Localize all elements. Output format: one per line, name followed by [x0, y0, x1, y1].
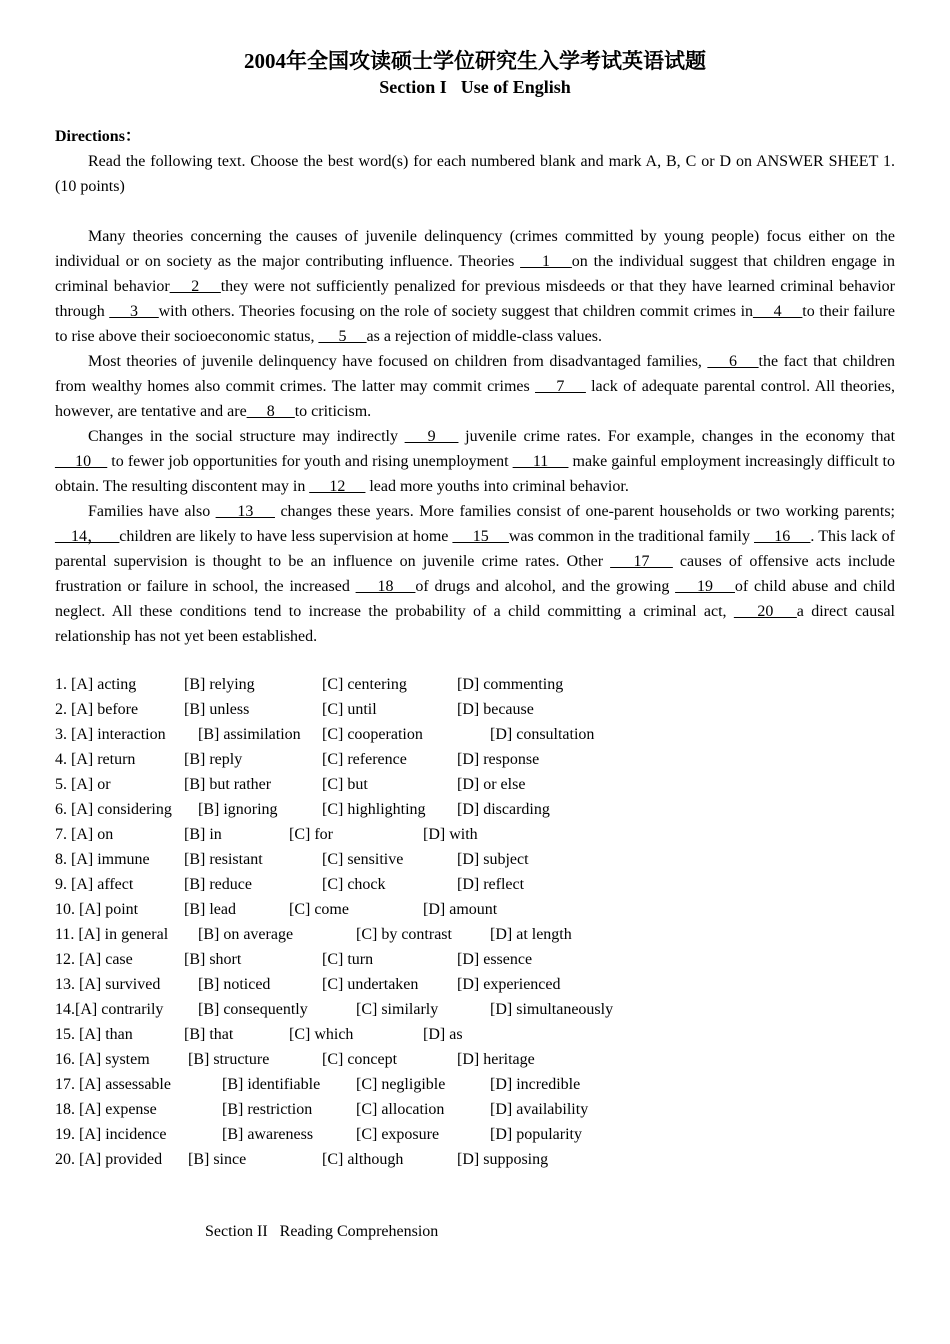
section-name: Use of English	[460, 77, 571, 97]
option-choice: [B] reply	[184, 751, 243, 768]
option-choice: [D] because	[457, 701, 534, 718]
cloze-blank: __ 12 __	[309, 478, 366, 495]
option-choice: 19. [A] incidence	[55, 1126, 167, 1143]
option-choice: [B] awareness	[222, 1126, 314, 1143]
option-row	[55, 1097, 695, 1122]
option-choice: [B] reduce	[184, 876, 252, 893]
option-choice: [D] consultation	[490, 726, 595, 743]
passage-text: to criticism.	[294, 403, 372, 420]
answer-options-list	[55, 672, 695, 1172]
option-choice: [D] with	[423, 826, 478, 843]
option-choice: [B] short	[184, 951, 242, 968]
cloze-passage	[55, 224, 895, 649]
option-choice: [C] although	[322, 1151, 404, 1168]
option-choice: [B] in	[184, 826, 222, 843]
option-choice: [B] relying	[184, 676, 255, 693]
cloze-blank: __ 8 __	[246, 403, 295, 420]
option-choice: [D] supposing	[457, 1151, 549, 1168]
option-row	[55, 697, 695, 722]
option-choice: [D] subject	[457, 851, 529, 868]
passage-text: as a rejection of middle-class values.	[366, 328, 602, 345]
option-choice: 3. [A] interaction	[55, 726, 166, 743]
option-choice: 14.[A] contrarily	[55, 1001, 164, 1018]
option-choice: [B] assimilation	[198, 726, 301, 743]
option-choice: [D] or else	[457, 776, 526, 793]
directions-text: Read the following text. Choose the best word(s) for each numbered blank and mark A, B, C or D on ANSWER SHEET 1. (10 points)	[55, 153, 895, 195]
option-choice: [B] structure	[188, 1051, 270, 1068]
cloze-blank: __ 19 __	[675, 578, 735, 595]
option-choice: [C] but	[322, 776, 368, 793]
option-choice: 11. [A] in general	[55, 926, 169, 943]
section-two-heading	[205, 1219, 438, 1244]
option-choice: [D] amount	[423, 901, 498, 918]
option-row	[55, 847, 695, 872]
passage-text: the fact that children from wealthy homes also commit crimes. The latter may commit crimes	[55, 353, 896, 395]
option-choice: [C] which	[289, 1026, 354, 1043]
passage-text: changes these years. More families consist of one-parent households or two working parents;	[274, 503, 896, 520]
option-row	[55, 922, 695, 947]
option-choice: [C] come	[289, 901, 349, 918]
option-choice: [B] ignoring	[198, 801, 278, 818]
section-number: Section I	[379, 77, 447, 97]
option-choice: 2. [A] before	[55, 701, 139, 718]
option-row	[55, 722, 695, 747]
cloze-blank: __ 1 __	[520, 253, 572, 270]
passage-text: juvenile crime rates. For example, changes in the economy that	[458, 428, 896, 445]
cloze-blank: __ 5 __	[318, 328, 367, 345]
option-choice: [D] as	[423, 1026, 463, 1043]
option-choice: [C] allocation	[356, 1101, 445, 1118]
option-choice: [B] identifiable	[222, 1076, 321, 1093]
cloze-blank: __ 10__	[55, 453, 108, 470]
option-choice: [C] reference	[322, 751, 407, 768]
option-choice: 12. [A] case	[55, 951, 133, 968]
passage-text: was common in the traditional family	[508, 528, 755, 545]
option-row	[55, 947, 695, 972]
option-row	[55, 972, 695, 997]
option-row	[55, 1072, 695, 1097]
option-choice: [C] until	[322, 701, 377, 718]
option-choice: 17. [A] assessable	[55, 1076, 171, 1093]
option-row	[55, 997, 695, 1022]
directions-label: Directions：	[55, 128, 141, 145]
cloze-blank: __ 17 __	[610, 553, 673, 570]
option-choice: [C] undertaken	[322, 976, 419, 993]
option-choice: [C] turn	[322, 951, 374, 968]
option-choice: 20. [A] provided	[55, 1151, 163, 1168]
option-choice: 7. [A] on	[55, 826, 114, 843]
cloze-blank: __ 13 __	[215, 503, 275, 520]
passage-paragraph	[55, 349, 895, 424]
option-choice: 10. [A] point	[55, 901, 139, 918]
option-choice: [B] that	[184, 1026, 234, 1043]
passage-text: to their failure to rise above their socioeconomic status,	[55, 303, 896, 345]
option-row	[55, 797, 695, 822]
option-choice: [C] chock	[322, 876, 386, 893]
option-choice: [C] exposure	[356, 1126, 440, 1143]
option-choice: [C] sensitive	[322, 851, 404, 868]
directions-text-block	[55, 149, 895, 199]
passage-text: lead more youths into criminal behavior.	[365, 478, 629, 495]
cloze-blank: __14，__	[55, 528, 120, 545]
cloze-blank: __ 9 __	[404, 428, 459, 445]
option-choice: [D] commenting	[457, 676, 564, 693]
option-choice: 18. [A] expense	[55, 1101, 157, 1118]
option-choice: [B] but rather	[184, 776, 272, 793]
cloze-blank: __ 20 __	[733, 603, 797, 620]
option-choice: [C] negligible	[356, 1076, 446, 1093]
passage-paragraph	[55, 224, 895, 349]
option-choice: 5. [A] or	[55, 776, 111, 793]
passage-text: Many theories concerning the causes of juvenile delinquency (crimes committed by young people) focus either on the individual or on society as the major contributing influence. Theories	[55, 228, 895, 270]
option-choice: [D] simultaneously	[490, 1001, 614, 1018]
option-choice: [C] by contrast	[356, 926, 452, 943]
section-two-name: Reading Comprehension	[279, 1223, 439, 1240]
option-row	[55, 822, 695, 847]
passage-text: they were not sufficiently penalized for previous misdeeds or that they have learned criminal behavior through	[55, 278, 896, 320]
cloze-blank: __ 11 __	[512, 453, 569, 470]
option-choice: 15. [A] than	[55, 1026, 133, 1043]
option-choice: 13. [A] survived	[55, 976, 161, 993]
passage-text: to fewer job opportunities for youth and rising unemployment	[107, 453, 513, 470]
option-choice: [B] since	[188, 1151, 247, 1168]
page-title: 2004年全国攻读硕士学位研究生入学考试英语试题	[244, 49, 706, 73]
passage-text: lack of adequate parental control. All theories, however, are tentative and are	[55, 378, 896, 420]
cloze-blank: __ 6 __	[707, 353, 759, 370]
passage-text: make gainful employment increasingly difficult to obtain. The resulting discontent may in	[55, 453, 895, 495]
option-row	[55, 1147, 695, 1172]
option-choice: 8. [A] immune	[55, 851, 150, 868]
passage-text: children are likely to have less supervision at home	[119, 528, 453, 545]
option-row	[55, 1122, 695, 1147]
option-choice: 6. [A] considering	[55, 801, 172, 818]
option-choice: [D] essence	[457, 951, 533, 968]
passage-paragraph	[55, 499, 895, 649]
option-choice: [C] cooperation	[322, 726, 423, 743]
option-choice: [B] noticed	[198, 976, 271, 993]
passage-text: on the individual suggest that children engage in criminal behavior	[55, 253, 896, 295]
option-row	[55, 1047, 695, 1072]
option-choice: 1. [A] acting	[55, 676, 137, 693]
passage-text: with others. Theories focusing on the role of society suggest that children commit crimes in	[158, 303, 754, 320]
passage-paragraph	[55, 424, 895, 499]
option-choice: [B] on average	[198, 926, 294, 943]
option-choice: [D] at length	[490, 926, 572, 943]
cloze-blank: __ 15 __	[452, 528, 509, 545]
section-two-number: Section II	[205, 1223, 268, 1240]
passage-text: Most theories of juvenile delinquency have focused on children from disadvantaged families,	[88, 353, 708, 370]
option-row	[55, 872, 695, 897]
option-choice: [D] response	[457, 751, 540, 768]
cloze-blank: __ 2 __	[169, 278, 221, 295]
option-row	[55, 772, 695, 797]
option-row	[55, 897, 695, 922]
option-choice: [B] lead	[184, 901, 236, 918]
passage-text: . This lack of parental supervision is thought to be an influence on juvenile crime rates. Other	[55, 528, 895, 570]
cloze-blank: __ 3 __	[109, 303, 159, 320]
option-choice: [D] popularity	[490, 1126, 582, 1143]
option-choice: [B] resistant	[184, 851, 263, 868]
option-row	[55, 1022, 695, 1047]
option-row	[55, 747, 695, 772]
cloze-blank: __ 4 __	[753, 303, 803, 320]
passage-text: Changes in the social structure may indirectly	[88, 428, 405, 445]
option-choice: 9. [A] affect	[55, 876, 134, 893]
option-choice: 4. [A] return	[55, 751, 136, 768]
section-heading	[0, 75, 950, 99]
option-choice: [C] highlighting	[322, 801, 426, 818]
option-choice: [B] restriction	[222, 1101, 313, 1118]
option-choice: [D] availability	[490, 1101, 589, 1118]
passage-text: a direct causal relationship has not yet been established.	[55, 603, 895, 645]
cloze-blank: __ 18 __	[355, 578, 416, 595]
passage-text: of drugs and alcohol, and the growing	[415, 578, 676, 595]
option-row	[55, 672, 695, 697]
option-choice: [C] similarly	[356, 1001, 439, 1018]
option-choice: 16. [A] system	[55, 1051, 150, 1068]
option-choice: [C] for	[289, 826, 333, 843]
option-choice: [C] concept	[322, 1051, 398, 1068]
option-choice: [D] experienced	[457, 976, 561, 993]
option-choice: [D] incredible	[490, 1076, 581, 1093]
passage-text: of child abuse and child neglect. All these conditions tend to increase the probability of a child committing a criminal act,	[55, 578, 895, 620]
cloze-blank: __ 7 __	[535, 378, 586, 395]
option-choice: [C] centering	[322, 676, 407, 693]
option-choice: [B] consequently	[198, 1001, 308, 1018]
passage-text: causes of offensive acts include frustration or failure in school, the increased	[55, 553, 896, 595]
cloze-blank: __ 16 __	[754, 528, 811, 545]
option-choice: [D] heritage	[457, 1051, 535, 1068]
passage-text: Families have also	[88, 503, 216, 520]
option-choice: [D] reflect	[457, 876, 525, 893]
option-choice: [B] unless	[184, 701, 250, 718]
option-choice: [D] discarding	[457, 801, 550, 818]
